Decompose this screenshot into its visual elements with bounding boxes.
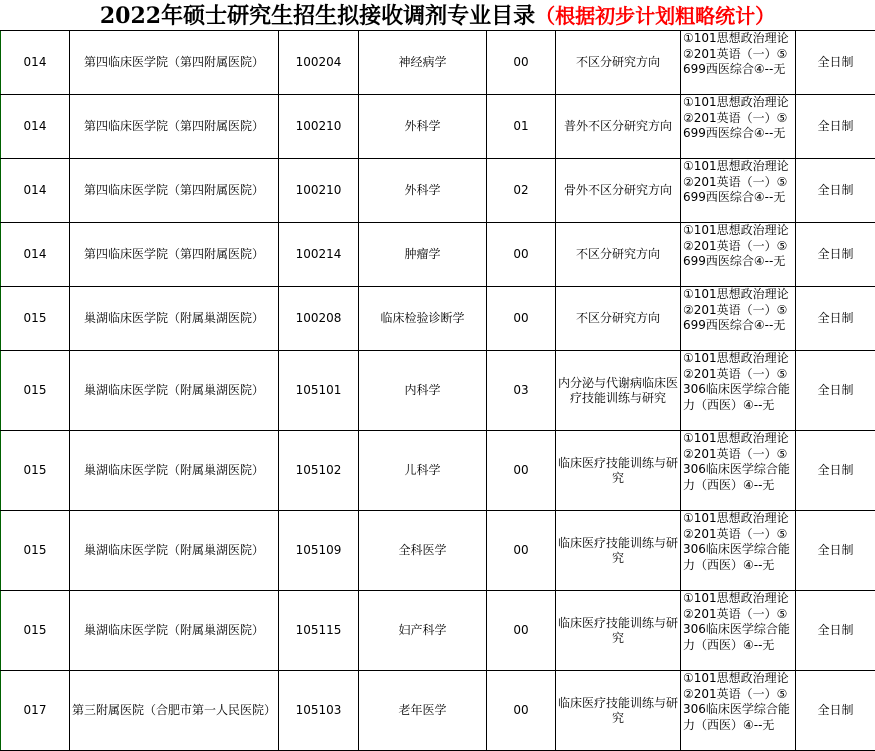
table-row	[1, 31, 875, 95]
major-name-cell: 内科学	[359, 351, 487, 431]
major-name-cell: 老年医学	[359, 671, 487, 751]
direction-code-cell: 00	[487, 431, 556, 511]
unit-code-cell: 014	[1, 223, 70, 287]
study-mode-cell: 全日制	[796, 287, 875, 351]
major-code-cell: 100210	[279, 159, 359, 223]
major-code-cell: 105115	[279, 591, 359, 671]
direction-code-cell: 00	[487, 511, 556, 591]
unit-code-cell: 015	[1, 431, 70, 511]
major-code-cell: 100204	[279, 31, 359, 95]
exam-subjects-cell: ①101思想政治理论②201英语（一）⑤306临床医学综合能力（西医）④--无	[681, 511, 796, 591]
direction-cell: 临床医疗技能训练与研究	[556, 511, 681, 591]
college-cell: 第四临床医学院（第四附属医院）	[70, 31, 279, 95]
direction-cell: 临床医疗技能训练与研究	[556, 591, 681, 671]
exam-subjects-cell: ①101思想政治理论②201英语（一）⑤306临床医学综合能力（西医）④--无	[681, 351, 796, 431]
direction-code-cell: 00	[487, 31, 556, 95]
direction-cell: 不区分研究方向	[556, 31, 681, 95]
title-main: 2022年硕士研究生招生拟接收调剂专业目录	[100, 3, 535, 29]
major-name-cell: 肿瘤学	[359, 223, 487, 287]
unit-code-cell: 015	[1, 287, 70, 351]
table-row	[1, 351, 875, 431]
study-mode-cell: 全日制	[796, 511, 875, 591]
study-mode-cell: 全日制	[796, 591, 875, 671]
table-row	[1, 159, 875, 223]
college-cell: 巢湖临床医学院（附属巢湖医院）	[70, 591, 279, 671]
direction-cell: 普外不区分研究方向	[556, 95, 681, 159]
table-body	[1, 31, 875, 751]
exam-subjects-cell: ①101思想政治理论②201英语（一）⑤306临床医学综合能力（西医）④--无	[681, 591, 796, 671]
unit-code-cell: 014	[1, 159, 70, 223]
direction-code-cell: 02	[487, 159, 556, 223]
exam-subjects-cell: ①101思想政治理论②201英语（一）⑤306临床医学综合能力（西医）④--无	[681, 431, 796, 511]
college-cell: 第三附属医院（合肥市第一人民医院）	[70, 671, 279, 751]
study-mode-cell: 全日制	[796, 351, 875, 431]
major-code-cell: 100214	[279, 223, 359, 287]
college-cell: 巢湖临床医学院（附属巢湖医院）	[70, 351, 279, 431]
major-name-cell: 外科学	[359, 95, 487, 159]
college-cell: 巢湖临床医学院（附属巢湖医院）	[70, 287, 279, 351]
unit-code-cell: 014	[1, 31, 70, 95]
major-name-cell: 儿科学	[359, 431, 487, 511]
study-mode-cell: 全日制	[796, 431, 875, 511]
unit-code-cell: 017	[1, 671, 70, 751]
major-code-cell: 100208	[279, 287, 359, 351]
college-cell: 巢湖临床医学院（附属巢湖医院）	[70, 431, 279, 511]
study-mode-cell: 全日制	[796, 159, 875, 223]
direction-code-cell: 00	[487, 223, 556, 287]
exam-subjects-cell: ①101思想政治理论②201英语（一）⑤699西医综合④--无	[681, 287, 796, 351]
table-row	[1, 591, 875, 671]
table-row	[1, 431, 875, 511]
major-code-cell: 105109	[279, 511, 359, 591]
unit-code-cell: 015	[1, 351, 70, 431]
study-mode-cell: 全日制	[796, 671, 875, 751]
table-row	[1, 223, 875, 287]
direction-cell: 临床医疗技能训练与研究	[556, 671, 681, 751]
major-code-cell: 100210	[279, 95, 359, 159]
direction-cell: 不区分研究方向	[556, 287, 681, 351]
major-name-cell: 临床检验诊断学	[359, 287, 487, 351]
college-cell: 第四临床医学院（第四附属医院）	[70, 95, 279, 159]
direction-cell: 骨外不区分研究方向	[556, 159, 681, 223]
college-cell: 第四临床医学院（第四附属医院）	[70, 223, 279, 287]
direction-cell: 不区分研究方向	[556, 223, 681, 287]
table-row	[1, 287, 875, 351]
major-name-cell: 外科学	[359, 159, 487, 223]
direction-cell: 临床医疗技能训练与研究	[556, 431, 681, 511]
exam-subjects-cell: ①101思想政治理论②201英语（一）⑤699西医综合④--无	[681, 95, 796, 159]
exam-subjects-cell: ①101思想政治理论②201英语（一）⑤699西医综合④--无	[681, 223, 796, 287]
major-name-cell: 全科医学	[359, 511, 487, 591]
table-row	[1, 511, 875, 591]
direction-code-cell: 01	[487, 95, 556, 159]
exam-subjects-cell: ①101思想政治理论②201英语（一）⑤699西医综合④--无	[681, 31, 796, 95]
direction-code-cell: 00	[487, 671, 556, 751]
major-code-cell: 105103	[279, 671, 359, 751]
major-name-cell: 神经病学	[359, 31, 487, 95]
exam-subjects-cell: ①101思想政治理论②201英语（一）⑤306临床医学综合能力（西医）④--无	[681, 671, 796, 751]
unit-code-cell: 015	[1, 511, 70, 591]
major-name-cell: 妇产科学	[359, 591, 487, 671]
table-row	[1, 671, 875, 751]
unit-code-cell: 015	[1, 591, 70, 671]
direction-code-cell: 00	[487, 287, 556, 351]
page-title	[0, 0, 875, 32]
table-row	[1, 95, 875, 159]
direction-code-cell: 03	[487, 351, 556, 431]
unit-code-cell: 014	[1, 95, 70, 159]
catalog-table	[0, 30, 875, 751]
study-mode-cell: 全日制	[796, 95, 875, 159]
exam-subjects-cell: ①101思想政治理论②201英语（一）⑤699西医综合④--无	[681, 159, 796, 223]
direction-cell: 内分泌与代谢病临床医疗技能训练与研究	[556, 351, 681, 431]
direction-code-cell: 00	[487, 591, 556, 671]
study-mode-cell: 全日制	[796, 223, 875, 287]
college-cell: 第四临床医学院（第四附属医院）	[70, 159, 279, 223]
major-code-cell: 105101	[279, 351, 359, 431]
major-code-cell: 105102	[279, 431, 359, 511]
study-mode-cell: 全日制	[796, 31, 875, 95]
college-cell: 巢湖临床医学院（附属巢湖医院）	[70, 511, 279, 591]
title-note: （根据初步计划粗略统计）	[535, 4, 775, 28]
